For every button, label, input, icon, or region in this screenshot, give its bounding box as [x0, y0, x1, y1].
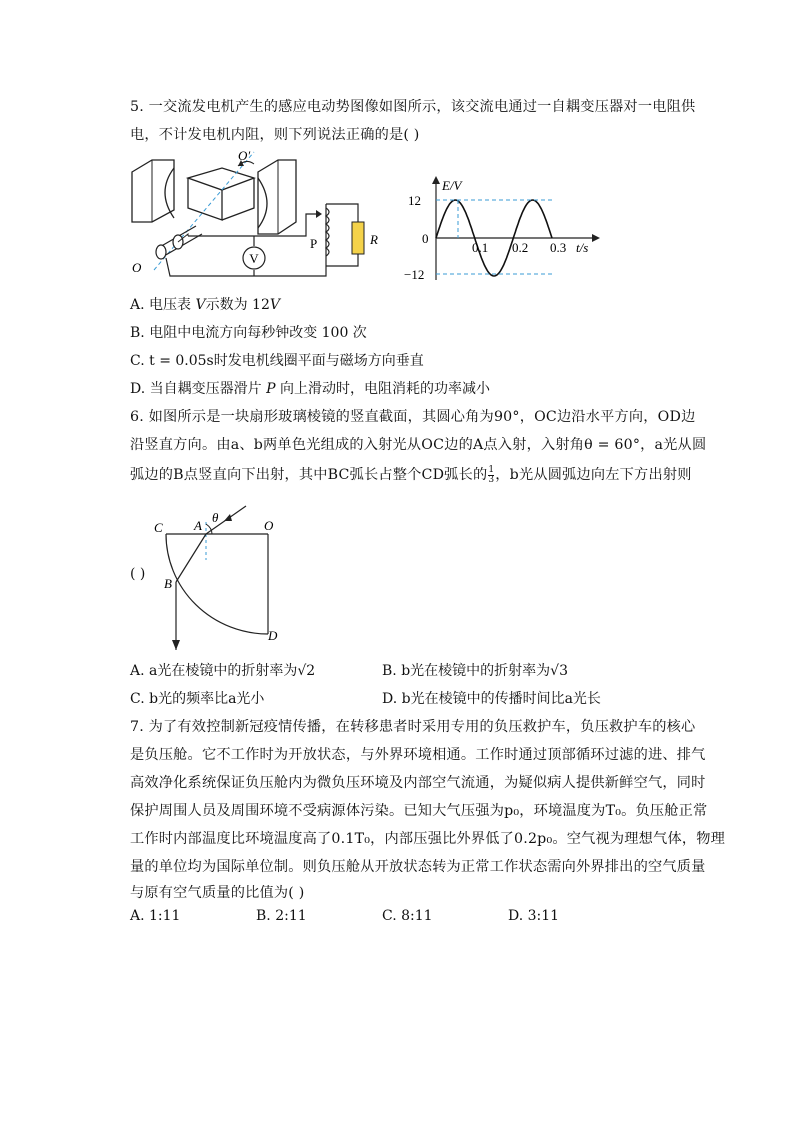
- tick-0-2: 0.2: [512, 240, 529, 255]
- label-r: R: [370, 232, 378, 247]
- q7-stem-line-2: 是负压舱。它不工作时为开放状态，与外界环境相通。工作时通过顶部循环过滤的进、排气: [130, 747, 706, 763]
- label-o: O: [132, 260, 142, 275]
- q6-answer-bracket: ( ): [130, 566, 146, 582]
- q6-option-d: D. b光在棱镜中的传播时间比a光长: [382, 691, 601, 707]
- q7-stem-line-1: 7. 为了有效控制新冠疫情传播，在转移患者时采用专用的负压救护车，负压救护车的核心: [130, 719, 696, 735]
- q6-option-c: C. b光的频率比a光小: [130, 691, 265, 707]
- q6-option-b: B. b光在棱镜中的折射率为√3: [382, 663, 568, 679]
- tick-neg12: −12: [404, 267, 425, 282]
- q7-option-a: A. 1:11: [130, 908, 181, 924]
- q7-stem-line-6: 量的单位均为国际单位制。则负压舱从开放状态转为正常工作状态需向外界排出的空气质量: [130, 859, 706, 875]
- q5-option-b: B. 电阻中电流方向每秒钟改变 100 次: [130, 325, 367, 341]
- q6-option-a: A. a光在棱镜中的折射率为√2: [130, 663, 316, 679]
- q6-stem-line-3: 弧边的B点竖直向下出射，其中BC弧长占整个CD弧长的 $\frac{1}{3}$ ，b光从圆弧边向左下方出射则: [130, 464, 692, 485]
- label-o-prime: O′: [238, 148, 251, 163]
- label-b: B: [164, 576, 172, 591]
- q5-emf-graph: [400, 176, 606, 284]
- y-axis-title: E/V: [442, 178, 462, 193]
- tick-0-1: 0.1: [472, 240, 489, 255]
- q5-stem-line-1: 5. 一交流发电机产生的感应电动势图像如图所示，该交流电通过一自耦变压器对一电阻供: [130, 99, 696, 115]
- q5-stem-line-2: 电，不计发电机内阻，则下列说法正确的是( ): [130, 127, 420, 143]
- q5-generator-figure: [126, 148, 386, 278]
- q5-option-d: D. 当自耦变压器滑片 P 向上滑动时，电阻消耗的功率减小: [130, 381, 490, 397]
- q5-option-a: A. 电压表 V示数为 12V: [130, 297, 280, 313]
- q7-option-b: B. 2:11: [256, 908, 307, 924]
- q6-stem-line-2: 沿竖直方向。由a、b两单色光组成的入射光从OC边的A点入射，入射角θ = 60°，a光从圆: [130, 437, 707, 453]
- label-o: O: [264, 518, 274, 533]
- q6-prism-figure: [146, 504, 296, 654]
- q7-stem-line-3: 高效净化系统保证负压舱内为微负压环境及内部空气流通，为疑似病人提供新鲜空气，同时: [130, 775, 706, 791]
- label-d: D: [268, 628, 278, 643]
- tick-12: 12: [408, 193, 421, 208]
- label-c: C: [154, 520, 163, 535]
- q7-option-c: C. 8:11: [382, 908, 433, 924]
- q7-stem-line-7: 与原有空气质量的比值为( ): [130, 885, 305, 901]
- x-axis-title: t/s: [576, 240, 589, 255]
- tick-0-3: 0.3: [550, 240, 567, 255]
- label-p: P: [310, 236, 318, 251]
- q7-stem-line-4: 保护周围人员及周围环境不受病源体污染。已知大气压强为p₀，环境温度为T₀。负压舱正常: [130, 803, 708, 819]
- q7-stem-line-5: 工作时内部温度比环境温度高了0.1T₀，内部压强比外界低了0.2p₀。空气视为理想气体，物理: [130, 831, 725, 847]
- q5-option-c: C. t = 0.05s时发电机线圈平面与磁场方向垂直: [130, 353, 424, 369]
- q7-option-d: D. 3:11: [508, 908, 560, 924]
- voltmeter-label: V: [249, 251, 259, 266]
- label-theta: θ: [212, 510, 219, 525]
- label-a: A: [194, 518, 202, 533]
- q6-stem-line-1: 6. 如图所示是一块扇形玻璃棱镜的竖直截面，其圆心角为90°，OC边沿水平方向，OD边: [130, 409, 696, 425]
- tick-0: 0: [422, 231, 429, 246]
